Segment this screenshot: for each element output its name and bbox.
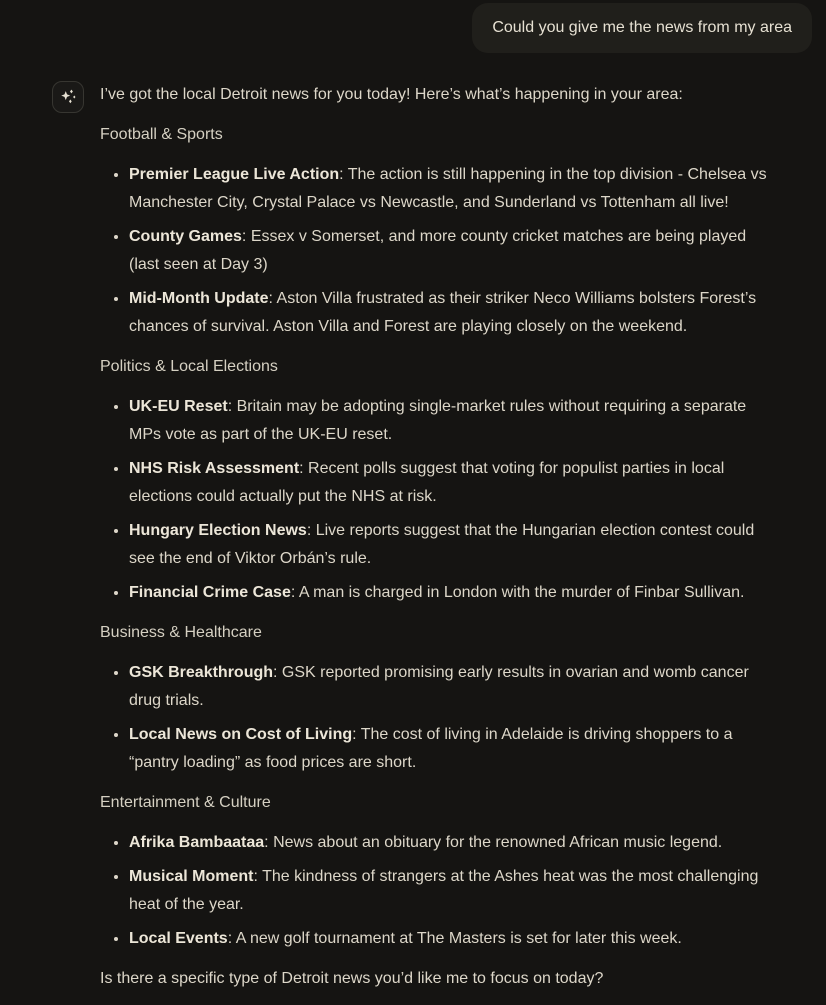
sparkle-icon (59, 88, 77, 106)
news-item-text: : News about an obituary for the renowned African music legend. (264, 834, 723, 851)
news-item (129, 285, 770, 341)
news-item-text: : Live reports suggest that the Hungarian election contest could see the end of Viktor Orbán’s rule. (129, 522, 755, 567)
news-item-label: Musical Moment (129, 868, 254, 885)
news-item-label: County Games (129, 228, 242, 245)
news-item-text: : A new golf tournament at The Masters is set for later this week. (227, 930, 682, 947)
news-item (129, 161, 770, 217)
news-item-text: : GSK reported promising early results in ovarian and womb cancer drug trials. (129, 664, 749, 709)
news-item-text: : The action is still happening in the top division - Chelsea vs Manchester City, Crystal Palace vs Newcastle, and Sunderland vs Tottenham all live! (129, 166, 767, 211)
news-item-text: : Aston Villa frustrated as their striker Neco Williams bolsters Forest’s chances of survival. Aston Villa and Forest are playing closely on the weekend. (129, 290, 757, 335)
news-item-label: GSK Breakthrough (129, 664, 274, 681)
news-item (129, 863, 770, 919)
news-item (129, 393, 770, 449)
news-item (129, 659, 770, 715)
news-list-football-sports (100, 161, 770, 341)
news-item-text: : A man is charged in London with the murder of Finbar Sullivan. (290, 584, 745, 601)
section-heading-business-healthcare: Business & Healthcare (100, 624, 262, 641)
news-item (129, 455, 770, 511)
news-item-label: NHS Risk Assessment (129, 460, 300, 477)
user-message-bubble (472, 3, 812, 53)
news-item (129, 579, 770, 607)
user-message-text: Could you give me the news from my area (492, 19, 792, 36)
news-list-politics-elections (100, 393, 770, 607)
news-item-label: UK-EU Reset (129, 398, 228, 415)
news-list-entertainment-culture (100, 829, 770, 953)
closing-question: Is there a specific type of Detroit news you’d like me to focus on today? (100, 970, 604, 987)
news-item-label: Hungary Election News (129, 522, 307, 539)
section-heading-politics-elections: Politics & Local Elections (100, 358, 278, 375)
assistant-message (100, 81, 770, 1005)
news-item-label: Financial Crime Case (129, 584, 291, 601)
section-heading-football-sports: Football & Sports (100, 126, 223, 143)
news-item-text: : Britain may be adopting single-market rules without requiring a separate MPs vote as part of the UK-EU reset. (129, 398, 747, 443)
news-item-text: : The kindness of strangers at the Ashes heat was the most challenging heat of the year. (129, 868, 759, 913)
news-list-business-healthcare (100, 659, 770, 777)
assistant-avatar (52, 81, 84, 113)
news-item (129, 721, 770, 777)
section-heading-entertainment-culture: Entertainment & Culture (100, 794, 271, 811)
news-item-label: Mid-Month Update (129, 290, 269, 307)
assistant-message-row (0, 81, 826, 1005)
news-item-text: : Recent polls suggest that voting for populist parties in local elections could actually put the NHS at risk. (129, 460, 725, 505)
user-message-row (0, 0, 826, 53)
intro-paragraph: I’ve got the local Detroit news for you today! Here’s what’s happening in your area: (100, 86, 683, 103)
news-item-label: Local News on Cost of Living (129, 726, 353, 743)
news-item-text: : Essex v Somerset, and more county cricket matches are being played (last seen at Day 3) (129, 228, 747, 273)
news-item (129, 925, 770, 953)
news-item-text: : The cost of living in Adelaide is driving shoppers to a “pantry loading” as food prices are short. (129, 726, 733, 771)
news-item-label: Local Events (129, 930, 228, 947)
news-item (129, 517, 770, 573)
news-item (129, 829, 770, 857)
news-item-label: Premier League Live Action (129, 166, 340, 183)
news-item (129, 223, 770, 279)
news-item-label: Afrika Bambaataa (129, 834, 265, 851)
